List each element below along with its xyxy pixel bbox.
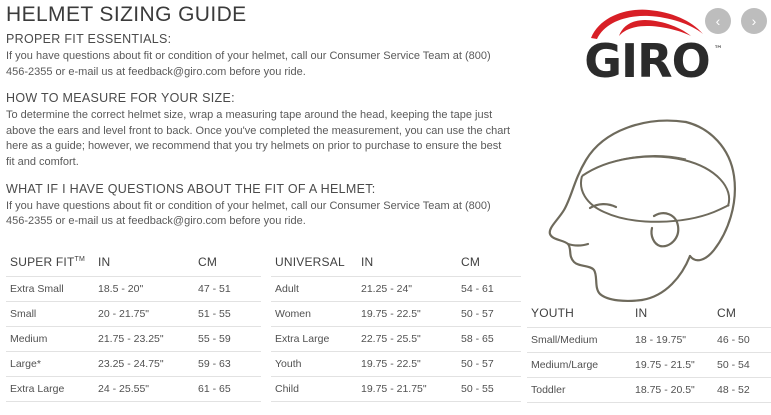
cell-cm: 54 - 61 [457,277,521,302]
column-header-in: IN [635,306,648,320]
section-heading-how-to-measure: HOW TO MEASURE FOR YOUR SIZE: [6,91,235,106]
cell-size: Women [271,302,357,327]
cell-inches: 20 - 21.75" [94,302,194,327]
cell-inches: 22.75 - 25.5" [357,327,457,352]
cell-size: Adult [271,277,357,302]
cell-size: Extra Small [6,277,94,302]
table-row [271,327,521,352]
table-header-row [271,252,521,277]
cell-cm: 50 - 54 [713,353,771,378]
page-title: HELMET SIZING GUIDE [6,3,247,26]
cell-inches: 18 - 19.75" [631,328,713,353]
column-header-superfit: SUPER FIT™ [10,255,85,269]
cell-inches: 18.5 - 20" [94,277,194,302]
cell-cm: 48 - 52 [713,378,771,403]
previous-arrow-button[interactable]: ‹ [705,8,731,34]
cell-size: Small/Medium [527,328,631,353]
table-row [271,277,521,302]
next-arrow-button[interactable]: › [741,8,767,34]
cell-inches: 19.75 - 22.5" [357,302,457,327]
cell-cm: 51 - 55 [194,302,261,327]
cell-inches: 21.75 - 23.25" [94,327,194,352]
column-header-cm: CM [461,255,481,269]
cell-size: Large* [6,352,94,377]
cell-cm: 50 - 57 [457,302,521,327]
cell-size: Child [271,377,357,402]
column-header-youth: YOUTH [531,306,574,320]
giro-wordmark-text: GIRO [584,34,710,88]
table-row [6,302,261,327]
section-body-questions: If you have questions about fit or condition of your helmet, call our Consumer Service Team at (800) 456-2355 or e-mail us at feedback@giro.com before you ride. [6,199,491,228]
cell-cm: 50 - 57 [457,352,521,377]
section-heading-proper-fit: PROPER FIT ESSENTIALS: [6,32,172,47]
head-profile-with-measuring-tape-illustration [538,104,758,304]
table-row [6,327,261,352]
table-row [271,377,521,402]
cell-size: Small [6,302,94,327]
cell-size: Medium [6,327,94,352]
column-header-universal: UNIVERSAL [275,255,345,269]
cell-cm: 47 - 51 [194,277,261,302]
cell-cm: 46 - 50 [713,328,771,353]
cell-size: Extra Large [6,377,94,402]
column-header-cm: CM [717,306,737,320]
size-tables [6,252,526,402]
cell-size: Extra Large [271,327,357,352]
cell-size: Youth [271,352,357,377]
column-header-in: IN [98,255,111,269]
cell-size: Toddler [527,378,631,403]
guide-content [0,0,520,241]
section-heading-questions: WHAT IF I HAVE QUESTIONS ABOUT THE FIT OF A HELMET: [6,181,376,196]
table-row [271,352,521,377]
cell-inches: 23.25 - 24.75" [94,352,194,377]
table-row [6,352,261,377]
column-header-in: IN [361,255,374,269]
brand-panel [520,0,771,415]
table-row [6,377,261,402]
trademark-superscript: TM [74,256,85,263]
cell-size: Medium/Large [527,353,631,378]
table-row [6,277,261,302]
cell-inches: 19.75 - 21.5" [631,353,713,378]
cell-cm: 58 - 65 [457,327,521,352]
cell-inches: 18.75 - 20.5" [631,378,713,403]
universal-size-table [271,252,521,402]
cell-inches: 24 - 25.55" [94,377,194,402]
cell-inches: 19.75 - 21.75" [357,377,457,402]
table-header-row [6,252,261,277]
cell-cm: 59 - 63 [194,352,261,377]
table-row [271,302,521,327]
super-fit-size-table [6,252,261,402]
cell-cm: 55 - 59 [194,327,261,352]
column-header-cm: CM [198,255,218,269]
section-body-how-to-measure: To determine the correct helmet size, wrap a measuring tape around the head, keeping the tape just above the ears and level front to back. Once you've completed the measurement, you can use the chart here as a guide; however, we recommend that you try helmets on prior to purchase to ensure the best fit and comfort. [6,109,511,169]
giro-trademark: ™ [713,45,722,55]
cell-inches: 19.75 - 22.5" [357,352,457,377]
giro-wordmark [584,34,722,88]
cell-inches: 21.25 - 24" [357,277,457,302]
cell-cm: 61 - 65 [194,377,261,402]
section-body-proper-fit: If you have questions about fit or condition of your helmet, call our Consumer Service Team at (800) 456-2355 or e-mail us at feedback@giro.com before you ride. [6,50,491,78]
cell-cm: 50 - 55 [457,377,521,402]
